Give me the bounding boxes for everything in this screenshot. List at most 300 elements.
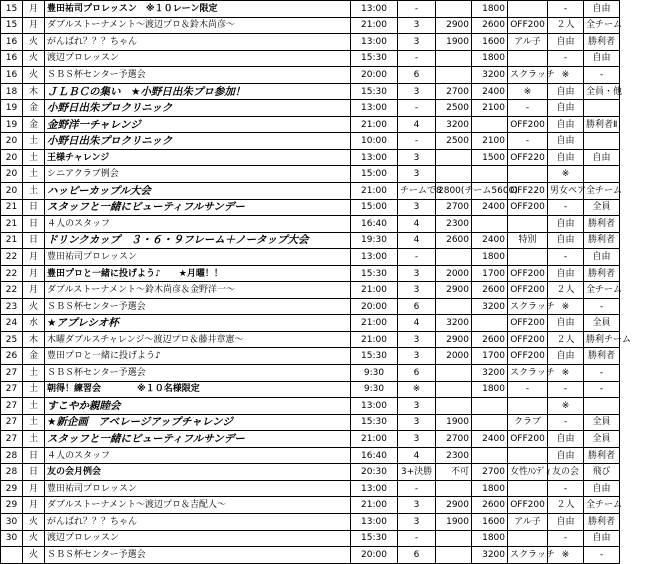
day-cell: 20	[1, 166, 23, 183]
condition-cell: 女性ﾊﾝﾃﾞｨ	[508, 464, 548, 481]
fee-cell: 1600	[472, 513, 508, 530]
games-cell: -	[398, 480, 436, 497]
weekday-cell: 土	[23, 365, 45, 382]
entry-cell: 自由	[548, 100, 584, 117]
time-cell: 16:40	[351, 447, 398, 464]
condition-cell	[508, 1, 548, 18]
fee-cell	[436, 249, 472, 266]
fee-cell: 2100	[472, 133, 508, 150]
prize-cell: 自由	[584, 249, 620, 266]
table-row	[1, 331, 645, 348]
fee-cell: 1900	[436, 34, 472, 51]
condition-cell	[508, 480, 548, 497]
fee-cell: 1800	[472, 480, 508, 497]
prize-cell	[584, 166, 620, 183]
table-row	[1, 547, 645, 564]
fee-cell: 1800	[472, 381, 508, 398]
day-cell: 25	[1, 331, 23, 348]
event-title-cell: 朝得！練習会 ※１０名様限定	[45, 381, 351, 398]
time-cell: 13:00	[351, 480, 398, 497]
day-cell: 22	[1, 265, 23, 282]
time-cell: 21:00	[351, 431, 398, 448]
condition-cell: OFF200	[508, 17, 548, 34]
day-cell: 16	[1, 67, 23, 84]
table-row	[1, 464, 645, 481]
table-row	[1, 17, 645, 34]
table-row	[1, 381, 645, 398]
fee-cell: 2000	[436, 265, 472, 282]
weekday-cell: 日	[23, 199, 45, 216]
fee-cell: 2700	[436, 431, 472, 448]
table-row	[1, 348, 645, 365]
day-cell: 22	[1, 249, 23, 266]
fee-cell: 2600	[472, 282, 508, 299]
prize-cell: 勝利者	[584, 216, 620, 233]
event-title-cell: 小野日出朱プロクリニック	[45, 133, 351, 150]
condition-cell	[508, 50, 548, 67]
table-row	[1, 398, 645, 415]
event-title-cell: ハッピーカップル大会	[45, 183, 351, 200]
entry-cell: 自由	[548, 513, 584, 530]
fee-cell	[472, 315, 508, 332]
prize-cell	[584, 398, 620, 415]
table-row	[1, 83, 645, 100]
fee-cell: 1800	[472, 50, 508, 67]
day-cell: 26	[1, 348, 23, 365]
weekday-cell: 土	[23, 431, 45, 448]
prize-cell: -	[584, 547, 620, 564]
condition-cell	[508, 530, 548, 547]
condition-cell: スクラッチ	[508, 547, 548, 564]
table-row	[1, 199, 645, 216]
event-title-cell: 友の会月例会	[45, 464, 351, 481]
condition-cell: スクラッチ	[508, 67, 548, 84]
table-row	[1, 480, 645, 497]
entry-cell: 自由	[548, 216, 584, 233]
day-cell: 16	[1, 50, 23, 67]
time-cell: 21:00	[351, 331, 398, 348]
entry-cell: ※	[548, 298, 584, 315]
condition-cell: OFF200	[508, 265, 548, 282]
event-title-cell: 豊田祐司プロレッスン ※１０レーン限定	[45, 1, 351, 18]
fee-cell	[472, 414, 508, 431]
prize-cell: 全員	[584, 414, 620, 431]
day-cell: 28	[1, 447, 23, 464]
games-cell: 6	[398, 547, 436, 564]
prize-cell: 全チーム	[584, 17, 620, 34]
fee-cell	[436, 298, 472, 315]
games-cell: -	[398, 249, 436, 266]
event-title-cell: 豊田プロと一緒に投げよう♪	[45, 348, 351, 365]
day-cell: 29	[1, 497, 23, 514]
games-cell: 3	[398, 431, 436, 448]
entry-cell: 自由	[548, 265, 584, 282]
games-cell: 3+決勝	[398, 464, 436, 481]
prize-cell: 自由	[584, 1, 620, 18]
fee-cell	[472, 216, 508, 233]
weekday-cell: 日	[23, 232, 45, 249]
event-title-cell: ＳＢＳ杯センター予選会	[45, 547, 351, 564]
table-row	[1, 1, 645, 18]
weekday-cell: 土	[23, 381, 45, 398]
condition-cell: -	[508, 381, 548, 398]
table-row	[1, 530, 645, 547]
prize-cell: 自由	[584, 50, 620, 67]
time-cell: 20:00	[351, 547, 398, 564]
entry-cell: ２人	[548, 282, 584, 299]
fee-cell: 2000	[436, 348, 472, 365]
prize-cell: 全チーム	[584, 497, 620, 514]
weekday-cell: 火	[23, 50, 45, 67]
event-title-cell: がんばれ？？？ちゃん	[45, 513, 351, 530]
fee-cell	[436, 365, 472, 382]
day-cell: 27	[1, 398, 23, 415]
prize-cell: 勝利者	[584, 348, 620, 365]
fee-cell: 2700	[436, 83, 472, 100]
day-cell: 22	[1, 282, 23, 299]
fee-cell	[472, 116, 508, 133]
table-row	[1, 50, 645, 67]
fee-cell: 3200	[472, 298, 508, 315]
fee-cell: 2900	[436, 497, 472, 514]
fee-cell: 1800	[472, 249, 508, 266]
weekday-cell: 土	[23, 133, 45, 150]
time-cell: 15:30	[351, 530, 398, 547]
fee-cell: 3200	[472, 365, 508, 382]
day-cell: 20	[1, 133, 23, 150]
condition-cell: アル子	[508, 513, 548, 530]
games-cell: 6	[398, 67, 436, 84]
games-cell: 6	[398, 298, 436, 315]
fee-cell	[436, 1, 472, 18]
games-cell: 4	[398, 116, 436, 133]
fee-cell: 1700	[472, 348, 508, 365]
fee-cell: 2400	[472, 431, 508, 448]
games-cell: 3	[398, 348, 436, 365]
time-cell: 21:00	[351, 282, 398, 299]
fee-cell	[436, 50, 472, 67]
table-row	[1, 149, 645, 166]
condition-cell: OFF220	[508, 183, 548, 200]
fee-cell	[472, 398, 508, 415]
condition-cell: アル子	[508, 34, 548, 51]
time-cell: 15:00	[351, 199, 398, 216]
fee-cell: 不可	[436, 464, 472, 481]
fee-cell: 2700	[472, 464, 508, 481]
fee-cell: 1800	[472, 1, 508, 18]
condition-cell	[508, 216, 548, 233]
entry-cell: 自由	[548, 348, 584, 365]
games-cell: 3	[398, 199, 436, 216]
time-cell: 16:40	[351, 216, 398, 233]
event-title-cell: ダブルストーナメント～渡辺プロ＆吉配人～	[45, 497, 351, 514]
games-cell: 3	[398, 34, 436, 51]
event-title-cell: ＪＬＢＣの集い ★小野日出朱プロ参加！	[45, 83, 351, 100]
weekday-cell: 日	[23, 464, 45, 481]
games-cell: 4	[398, 232, 436, 249]
entry-cell: ※	[548, 67, 584, 84]
fee-cell	[436, 381, 472, 398]
table-row	[1, 133, 645, 150]
prize-cell: 自由	[584, 149, 620, 166]
entry-cell: -	[548, 50, 584, 67]
fee-cell: 2400	[472, 83, 508, 100]
time-cell: 13:00	[351, 34, 398, 51]
weekday-cell: 火	[23, 67, 45, 84]
table-row	[1, 315, 645, 332]
event-title-cell: ★新企画 アベレージアップチャレンジ	[45, 414, 351, 431]
weekday-cell: 月	[23, 1, 45, 18]
weekday-cell: 土	[23, 183, 45, 200]
day-cell: 16	[1, 34, 23, 51]
table-row	[1, 414, 645, 431]
fee-cell: 1700	[472, 265, 508, 282]
condition-cell: スクラッチ	[508, 298, 548, 315]
fee-cell: 1800	[472, 530, 508, 547]
event-title-cell: 小野日出朱プロクリニック	[45, 100, 351, 117]
entry-cell: ※	[548, 166, 584, 183]
condition-cell: OFF200	[508, 331, 548, 348]
event-title-cell: ＳＢＳ杯センター予選会	[45, 365, 351, 382]
table-row	[1, 116, 645, 133]
prize-cell: 全員	[584, 431, 620, 448]
condition-cell: スクラッチ	[508, 365, 548, 382]
weekday-cell: 月	[23, 282, 45, 299]
fee-cell	[436, 480, 472, 497]
condition-cell	[508, 249, 548, 266]
condition-cell: -	[508, 133, 548, 150]
prize-cell: 飛び	[584, 464, 620, 481]
fee-cell: 1900	[436, 414, 472, 431]
fee-cell: 2500	[436, 100, 472, 117]
event-title-cell: すこやか親睦会	[45, 398, 351, 415]
entry-cell: 友の会	[548, 464, 584, 481]
event-title-cell: スタッフと一緒にビューティフルサンデー	[45, 431, 351, 448]
weekday-cell: 日	[23, 447, 45, 464]
weekday-cell: 金	[23, 100, 45, 117]
weekday-cell: 木	[23, 331, 45, 348]
weekday-cell: 月	[23, 265, 45, 282]
prize-cell: -	[584, 67, 620, 84]
fee-cell	[436, 149, 472, 166]
entry-cell: ※	[548, 365, 584, 382]
condition-cell: OFF200	[508, 199, 548, 216]
games-cell: -	[398, 133, 436, 150]
entry-cell: ※	[548, 547, 584, 564]
table-row	[1, 431, 645, 448]
games-cell: 3	[398, 17, 436, 34]
games-cell: -	[398, 50, 436, 67]
weekday-cell: 火	[23, 513, 45, 530]
prize-cell: 自由	[584, 530, 620, 547]
table-row	[1, 265, 645, 282]
fee-cell: 3200	[436, 116, 472, 133]
time-cell: 13:00	[351, 149, 398, 166]
time-cell: 13:00	[351, 1, 398, 18]
entry-cell: -	[548, 381, 584, 398]
time-cell: 13:00	[351, 398, 398, 415]
condition-cell: クラブ	[508, 414, 548, 431]
entry-cell: 自由	[548, 34, 584, 51]
time-cell: 21:00	[351, 183, 398, 200]
games-cell: 4	[398, 315, 436, 332]
condition-cell: -	[508, 100, 548, 117]
day-cell: 23	[1, 298, 23, 315]
entry-cell: ※	[548, 398, 584, 415]
entry-cell: 自由	[548, 83, 584, 100]
table-row	[1, 447, 645, 464]
prize-cell: 勝利者Ⅱ	[584, 116, 620, 133]
day-cell: 30	[1, 513, 23, 530]
event-title-cell: 王様チャレンジ	[45, 149, 351, 166]
weekday-cell: 月	[23, 17, 45, 34]
prize-cell: -	[584, 381, 620, 398]
fee-cell: 2500	[436, 133, 472, 150]
day-cell: 27	[1, 431, 23, 448]
entry-cell: 自由	[548, 149, 584, 166]
weekday-cell: 土	[23, 398, 45, 415]
games-cell: -	[398, 530, 436, 547]
fee-cell: 2300	[436, 447, 472, 464]
entry-cell: -	[548, 530, 584, 547]
fee-cell	[472, 166, 508, 183]
event-title-cell: シニアクラブ例会	[45, 166, 351, 183]
games-cell: 3	[398, 398, 436, 415]
time-cell: 9:30	[351, 365, 398, 382]
entry-cell: -	[548, 249, 584, 266]
condition-cell: OFF200	[508, 348, 548, 365]
time-cell: 13:00	[351, 249, 398, 266]
time-cell: 21:00	[351, 116, 398, 133]
table-row	[1, 34, 645, 51]
table-row	[1, 365, 645, 382]
time-cell: 21:00	[351, 17, 398, 34]
day-cell: 20	[1, 149, 23, 166]
table-row	[1, 232, 645, 249]
time-cell: 9:30	[351, 381, 398, 398]
prize-cell: 勝利者	[584, 232, 620, 249]
condition-cell: OFF200	[508, 116, 548, 133]
time-cell: 20:00	[351, 67, 398, 84]
time-cell: 13:00	[351, 513, 398, 530]
condition-cell	[508, 447, 548, 464]
prize-cell: 全員	[584, 315, 620, 332]
games-cell: 3	[398, 83, 436, 100]
condition-cell: 特別	[508, 232, 548, 249]
prize-cell: -	[584, 365, 620, 382]
weekday-cell: 日	[23, 216, 45, 233]
prize-cell: 勝利者	[584, 513, 620, 530]
prize-cell: 全チーム	[584, 183, 620, 200]
entry-cell: 自由	[548, 315, 584, 332]
day-cell: 21	[1, 199, 23, 216]
prize-cell	[584, 133, 620, 150]
prize-cell: 勝利者	[584, 265, 620, 282]
table-row	[1, 183, 645, 200]
day-cell: 21	[1, 216, 23, 233]
time-cell: 10:00	[351, 133, 398, 150]
condition-cell: ※	[508, 83, 548, 100]
event-title-cell: がんばれ？？？ちゃん	[45, 34, 351, 51]
entry-cell: ２人	[548, 497, 584, 514]
event-title-cell: ＳＢＳ杯センター予選会	[45, 298, 351, 315]
fee-cell: 3200	[472, 547, 508, 564]
games-cell: -	[398, 1, 436, 18]
fee-cell	[436, 67, 472, 84]
event-title-cell: ４人のスタッフ	[45, 447, 351, 464]
event-title-cell: 豊田プロと一緒に投げよう♪ ★月曜！！	[45, 265, 351, 282]
entry-cell: 自由	[548, 133, 584, 150]
games-cell: -	[398, 100, 436, 117]
games-cell: 3	[398, 282, 436, 299]
fee-cell: 2800(チーム5600)	[436, 183, 472, 200]
fee-cell: 2700	[436, 199, 472, 216]
time-cell: 13:00	[351, 100, 398, 117]
day-cell: 27	[1, 414, 23, 431]
weekday-cell: 火	[23, 34, 45, 51]
entry-cell: 自由	[548, 116, 584, 133]
time-cell: 21:00	[351, 497, 398, 514]
weekday-cell: 金	[23, 348, 45, 365]
time-cell: 19:30	[351, 232, 398, 249]
weekday-cell: 火	[23, 298, 45, 315]
day-cell: 29	[1, 480, 23, 497]
games-cell: 6	[398, 365, 436, 382]
prize-cell	[584, 100, 620, 117]
event-title-cell: 金野洋一チャレンジ	[45, 116, 351, 133]
entry-cell: -	[548, 1, 584, 18]
event-title-cell: 木曜ダブルスチャレンジ～渡辺プロ＆藤井章憲～	[45, 331, 351, 348]
day-cell: 21	[1, 232, 23, 249]
time-cell: 15:30	[351, 414, 398, 431]
event-title-cell: ★アプレシオ杯	[45, 315, 351, 332]
games-cell: 4	[398, 216, 436, 233]
day-cell: 20	[1, 183, 23, 200]
condition-cell: OFF220	[508, 149, 548, 166]
games-cell: 3	[398, 414, 436, 431]
time-cell: 21:00	[351, 315, 398, 332]
entry-cell: -	[548, 480, 584, 497]
prize-cell: 勝利チーム	[584, 331, 620, 348]
entry-cell: -	[548, 199, 584, 216]
fee-cell: 1500	[472, 149, 508, 166]
entry-cell: -	[548, 414, 584, 431]
event-title-cell: ダブルストーナメント～鈴木尚彦＆金野洋一～	[45, 282, 351, 299]
games-cell: 3	[398, 331, 436, 348]
table-row	[1, 513, 645, 530]
fee-cell: 2600	[472, 331, 508, 348]
fee-cell	[436, 398, 472, 415]
fee-cell	[436, 547, 472, 564]
weekday-cell: 土	[23, 414, 45, 431]
weekday-cell: 土	[23, 149, 45, 166]
table-row	[1, 100, 645, 117]
day-cell: 15	[1, 17, 23, 34]
day-cell: 27	[1, 365, 23, 382]
time-cell: 15:00	[351, 166, 398, 183]
day-cell: 27	[1, 381, 23, 398]
time-cell: 15:30	[351, 83, 398, 100]
entry-cell: 男女ペア	[548, 183, 584, 200]
fee-cell: 2400	[472, 199, 508, 216]
prize-cell: 全員	[584, 199, 620, 216]
weekday-cell: 火	[23, 530, 45, 547]
table-row	[1, 166, 645, 183]
fee-cell: 1900	[436, 513, 472, 530]
schedule-rows	[1, 1, 645, 564]
event-title-cell: スタッフと一緒にビューティフルサンデー	[45, 199, 351, 216]
games-cell: 4	[398, 447, 436, 464]
